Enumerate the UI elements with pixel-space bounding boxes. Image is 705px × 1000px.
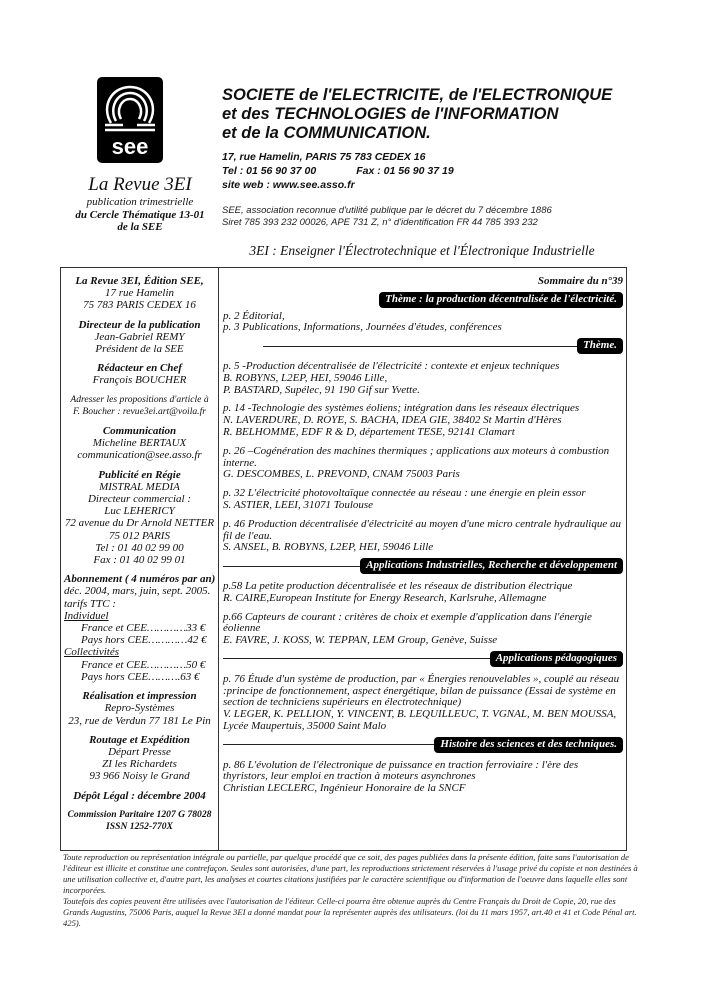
- section-label: Applications pédagogiques: [490, 651, 623, 667]
- association-info: [222, 205, 552, 228]
- publicite-line: Luc LEHERICY: [104, 505, 175, 518]
- article-title: p. 5 -Production décentralisée de l'électricité : contexte et enjeux techniques: [223, 359, 560, 372]
- directeur-line: Directeur de la publication: [78, 318, 201, 331]
- svg-text:see: see: [111, 134, 149, 159]
- price-row: Pays hors CEE……….63 €: [81, 670, 200, 683]
- section-divider: [223, 566, 360, 567]
- redacteur-block: [61, 362, 218, 386]
- section-label: Thème.: [577, 338, 623, 354]
- individuel-heading: [61, 610, 218, 622]
- copyright-paragraph: Toutefois des copies peuvent être utilisées avec l'autorisation de l'éditeur. Celle-ci pourra être obtenue auprès du Centre Français du Droit de Copie, 20, rue des Grands Augustins, 75006 Paris, auquel la Revue 3EI a donné mandat pour la représenter auprès des utilisateurs. (loi du 11 mars 1957, art.40 et 41 et Code Pénal art. 425).: [63, 896, 637, 928]
- section-header: [223, 338, 623, 354]
- intro-item: p. 3 Publications, Informations, Journées d'études, conférences: [223, 321, 502, 334]
- routage-line: Routage et Expédition: [89, 733, 190, 746]
- article-title: p.66 Capteurs de courant : critères de choix et exemple d'application dans l'énergie éolienne: [223, 610, 592, 635]
- website-link[interactable]: site web : www.see.asso.fr: [222, 179, 355, 191]
- table-of-contents: [223, 268, 623, 795]
- section-header: [223, 737, 623, 753]
- commission-block: [61, 809, 218, 833]
- article-authors: B. ROBYNS, L2EP, HEI, 59046 Lille,: [223, 371, 388, 384]
- commission-line: ISSN 1252-770X: [106, 820, 173, 832]
- communication-line: communication@see.asso.fr: [77, 449, 202, 462]
- assoc-line: Siret 785 393 232 00026, APE 731 Z, n° d'identification FR 44 785 393 232: [222, 216, 538, 228]
- directeur-block: [61, 319, 218, 356]
- realisation-line: Repro-Systèmes: [104, 702, 175, 715]
- publicite-line: Fax : 01 40 02 99 01: [93, 554, 186, 567]
- see-logo: [97, 77, 163, 163]
- edition-line: 17 rue Hamelin: [104, 287, 175, 300]
- section-divider: [223, 658, 490, 659]
- publicite-block: [61, 469, 218, 567]
- article-authors: P. BASTARD, Supélec, 91 190 Gif sur Yvette.: [223, 383, 420, 396]
- section-divider: [223, 744, 434, 745]
- routage-line: ZI les Richardets: [102, 758, 177, 771]
- routage-block: [61, 734, 218, 783]
- society-line: SOCIETE de l'ELECTRICITE, de l'ELECTRONIQUE: [222, 86, 613, 104]
- article-title: p. 46 Production décentralisée d'électricité au moyen d'une micro centrale hydraulique au fil de l'eau.: [223, 517, 621, 542]
- realisation-block: [61, 690, 218, 727]
- article-authors: Christian LECLERC, Ingénieur Honoraire de la SNCF: [223, 782, 466, 795]
- contents-box: [60, 267, 627, 851]
- publicite-line: Directeur commercial :: [87, 493, 192, 506]
- publicite-line: MISTRAL MEDIA: [99, 480, 180, 493]
- collectivites-heading: [61, 646, 218, 658]
- article-authors: S. ASTIER, LEEI, 31071 Toulouse: [223, 498, 374, 511]
- article-entry: [223, 612, 623, 647]
- revue-subtitle: du Cercle Thématique 13-01: [75, 208, 205, 221]
- copyright-paragraph: Toute reproduction ou représentation intégrale ou partielle, par quelque procédé que ce soit, des pages publiées dans la présente édition, faite sans l'autorisation de l'éditeur est illicite et constitue une contrefaçon. Seules sont autorisées, d'une part, les reproductions strictement réservées à l'usage privé du copiste et non destinées à une utilisation collective et, d'autre part, les analyses et courtes citations justifiées par le caractère scientifique ou d'information de l'oeuvre dans laquelle elles sont incorporées.: [63, 852, 638, 895]
- masthead-column: [61, 268, 219, 850]
- edition-line: La Revue 3EI, Édition SEE,: [75, 275, 204, 287]
- article-entry: [223, 403, 623, 438]
- publicite-line: Tel : 01 40 02 99 00: [95, 541, 184, 554]
- abonnement-dates: déc. 2004, mars, juin, sept. 2005.: [64, 585, 211, 598]
- directeur-line: Président de la SEE: [95, 343, 184, 356]
- collectivites-label: Collectivités: [64, 646, 119, 659]
- article-entry: [223, 446, 623, 481]
- edition-block: [61, 275, 218, 312]
- section-divider: [263, 346, 577, 347]
- depot-block: Dépôt Légal : décembre 2004: [73, 789, 206, 802]
- sommaire-title: Sommaire du n°39: [537, 275, 623, 287]
- publicite-line: Publicité en Régie: [98, 468, 181, 481]
- address: 17, rue Hamelin, PARIS 75 783 CEDEX 16: [222, 151, 426, 163]
- revue-title: La Revue 3EI: [88, 174, 192, 195]
- article-title: p. 86 L'évolution de l'électronique de puissance en traction ferroviaire : l'ère des thyristors, leur emploi en traction à moteurs asynchrones: [223, 758, 579, 783]
- society-name: [222, 86, 612, 143]
- article-entry: [223, 674, 623, 733]
- routage-line: 93 966 Noisy le Grand: [89, 770, 190, 783]
- article-title: p.58 La petite production décentralisée et les réseaux de distribution électrique: [223, 579, 573, 592]
- abonnement-title: Abonnement ( 4 numéros par an): [64, 573, 216, 586]
- article-title: p. 32 L'électricité photovoltaïque connectée au réseau : une énergie en plein essor: [223, 487, 586, 500]
- commission-line: Commission Paritaire 1207 G 78028: [67, 808, 212, 820]
- publicite-line: 75 012 PARIS: [109, 529, 170, 542]
- intro-item: p. 2 Éditorial,: [223, 309, 285, 322]
- theme-banner: [223, 292, 623, 308]
- fax: Fax : 01 56 90 37 19: [356, 165, 454, 177]
- article-entry: [223, 488, 623, 512]
- propositions-line: Adresser les propositions d'article à: [70, 393, 209, 405]
- revue-title-block: [60, 174, 220, 234]
- article-authors: V. LEGER, K. PELLION, Y. VINCENT, B. LEQUILLEUC, T. VGNAL, M. BEN MOUSSA, Lycée Maupertuis, 35000 Saint Malo: [223, 708, 617, 732]
- assoc-line: SEE, association reconnue d'utilité publique par le décret du 7 décembre 1886: [222, 205, 552, 216]
- communication-block: [61, 425, 218, 462]
- realisation-line: 23, rue de Verdun 77 181 Le Pin: [68, 714, 211, 727]
- society-line: et des TECHNOLOGIES de l'INFORMATION: [222, 105, 559, 123]
- routage-line: Départ Presse: [108, 745, 171, 758]
- section-header: [223, 558, 623, 574]
- article-authors: E. FAVRE, J. KOSS, W. TEPPAN, LEM Group, Genève, Suisse: [223, 634, 498, 647]
- directeur-line: Jean-Gabriel REMY: [94, 330, 185, 343]
- propositions-line: F. Boucher : revue3ei.art@voila.fr: [73, 405, 206, 417]
- article-authors: G. DESCOMBES, L. PREVOND, CNAM 75003 Paris: [223, 468, 460, 481]
- article-entry: [223, 361, 623, 396]
- article-authors: N. LAVERDURE, D. ROYE, S. BACHA, IDEA GIE, 38402 St Martin d'Hères: [223, 414, 562, 427]
- society-line: et de la COMMUNICATION.: [222, 124, 431, 142]
- revue-subtitle: publication trimestrielle: [86, 196, 194, 208]
- article-entry: [223, 581, 623, 605]
- article-authors: S. ANSEL, B. ROBYNS, L2EP, HEI, 59046 Lille: [223, 541, 434, 554]
- individuel-label: Individuel: [64, 609, 109, 622]
- redacteur-line: François BOUCHER: [92, 374, 187, 387]
- article-title: p. 14 -Technologie des systèmes éoliens; intégration dans les réseaux électriques: [223, 402, 580, 415]
- article-title: p. 26 –Cogénération des machines thermiques ; applications aux moteurs à combustion interne.: [223, 444, 610, 469]
- article-title: p. 76 Étude d'un système de production, par « Énergies renouvelables », couplé au réseau :principe de fonctionnement, aspect énergétique, bilan de puissance (Essai de système en section de techniciens supérieurs en électrotechnique): [223, 672, 620, 709]
- copyright-notice: [63, 852, 643, 929]
- abonnement-block: [61, 573, 218, 683]
- revue-subtitle: de la SEE: [117, 221, 163, 233]
- theme-banner-label: Thème : la production décentralisée de l'électricité.: [379, 292, 623, 308]
- article-authors: R. CAIRE,European Institute for Energy Research, Karlsruhe, Allemagne: [223, 591, 547, 604]
- society-contact: [222, 150, 454, 192]
- article-entry: [223, 760, 623, 795]
- publicite-line: 72 avenue du Dr Arnold NETTER: [64, 517, 215, 530]
- section-label: Applications Industrielles, Recherche et développement: [360, 558, 623, 574]
- section-header: [223, 651, 623, 667]
- phone: Tel : 01 56 90 37 00: [222, 165, 317, 177]
- price-row: France et CEE…………33 €: [81, 622, 206, 635]
- communication-line: Communication: [102, 425, 177, 438]
- abonnement-tarifs: tarifs TTC :: [64, 597, 116, 610]
- redacteur-line: Rédacteur en Chef: [97, 362, 182, 375]
- price-row: Pays hors CEE…………42 €: [81, 634, 207, 647]
- tagline: 3EI : Enseigner l'Électrotechnique et l'Électronique Industrielle: [249, 243, 595, 258]
- section-label: Histoire des sciences et des techniques.: [434, 737, 623, 753]
- edition-line: 75 783 PARIS CEDEX 16: [83, 299, 196, 312]
- communication-line: Micheline BERTAUX: [92, 437, 187, 450]
- article-entry: [223, 519, 623, 554]
- price-row: France et CEE…………50 €: [81, 658, 206, 671]
- article-authors: R. BELHOMME, EDF R & D, département TESE, 92141 Clamart: [223, 425, 515, 438]
- propositions-block: [61, 394, 218, 418]
- realisation-line: Réalisation et impression: [82, 690, 197, 703]
